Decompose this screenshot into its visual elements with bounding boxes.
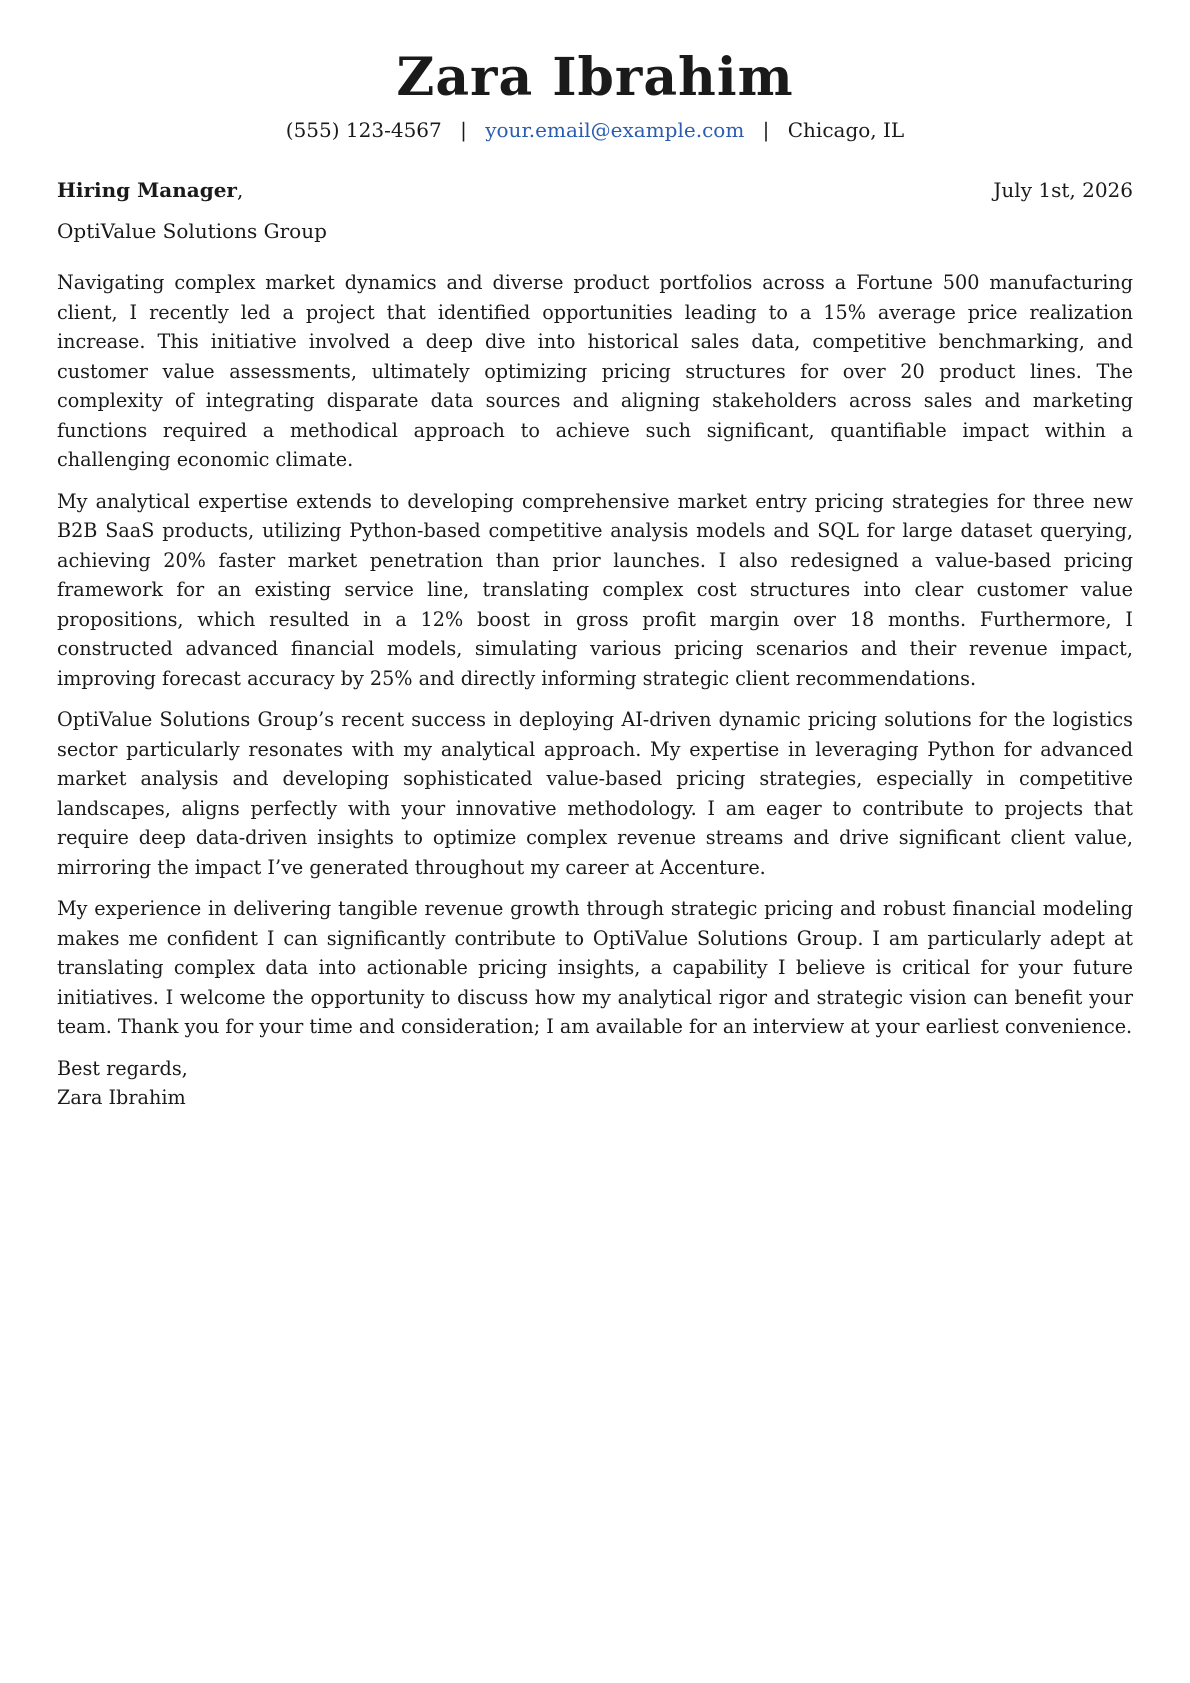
contact-separator: | (460, 118, 467, 142)
sender-name: Zara Ibrahim (396, 47, 794, 108)
body-paragraph: My analytical expertise extends to developing comprehensive market entry pricing strategies for three new B2B SaaS products, utilizing Python-based competitive analysis models and SQL for large dataset querying, achieving 20% faster market penetration than prior launches. I also redesigned a value-based pricing framework for an existing service line, translating complex cost structures into clear customer value propositions, which resulted in a 12% boost in gross profit margin over 18 months. Furthermore, I constructed advanced financial models, simulating various pricing scenarios and their revenue impact, improving forecast accuracy by 25% and directly informing strategic client recommendations. (57, 489, 1133, 690)
letter-closing (57, 1054, 1133, 1113)
body-paragraph: OptiValue Solutions Group’s recent success in deploying AI-driven dynamic pricing solutions for the logistics sector particularly resonates with my analytical approach. My expertise in leveraging Python for advanced market analysis and developing sophisticated value-based pricing strategies, especially in competitive landscapes, aligns perfectly with your innovative methodology. I am eager to contribute to projects that require deep data-driven insights to optimize complex revenue streams and drive significant client value, mirroring the impact I’ve generated throughout my career at Accenture. (57, 708, 1133, 879)
closing-signature: Zara Ibrahim (57, 1086, 186, 1109)
letter-body (57, 268, 1133, 1042)
body-paragraph: My experience in delivering tangible revenue growth through strategic pricing and robust financial modeling makes me confident I can significantly contribute to OptiValue Solutions Group. I am particularly adept at translating complex data into actionable pricing insights, a capability I believe is critical for your future initiatives. I welcome the opportunity to discuss how my analytical rigor and strategic vision can benefit your team. Thank you for your time and consideration; I am available for an interview at your earliest convenience. (57, 897, 1133, 1038)
letter-date: July 1st, 2026 (993, 178, 1133, 202)
location: Chicago, IL (787, 118, 905, 142)
recipient-name-suffix: , (236, 178, 244, 202)
recipient-date-row (57, 176, 1133, 204)
closing-salutation: Best regards, (57, 1056, 188, 1080)
email-link[interactable]: your.email@example.com (485, 118, 745, 142)
phone-number: (555) 123-4567 (285, 118, 442, 142)
recipient-company: OptiValue Solutions Group (57, 219, 327, 243)
body-paragraph: Navigating complex market dynamics and diverse product portfolios across a Fortune 500 manufacturing client, I recently led a project that identified opportunities leading to a 15% average price realization increase. This initiative involved a deep dive into historical sales data, competitive benchmarking, and customer value assessments, ultimately optimizing pricing structures for over 20 product lines. The complexity of integrating disparate data sources and aligning stakeholders across sales and marketing functions required a methodical approach to achieve such significant, quantifiable impact within a challenging economic climate. (57, 271, 1133, 471)
recipient-line (57, 176, 243, 204)
contact-line (57, 116, 1133, 144)
recipient-name: Hiring Manager (57, 178, 237, 202)
contact-separator: | (762, 118, 770, 142)
